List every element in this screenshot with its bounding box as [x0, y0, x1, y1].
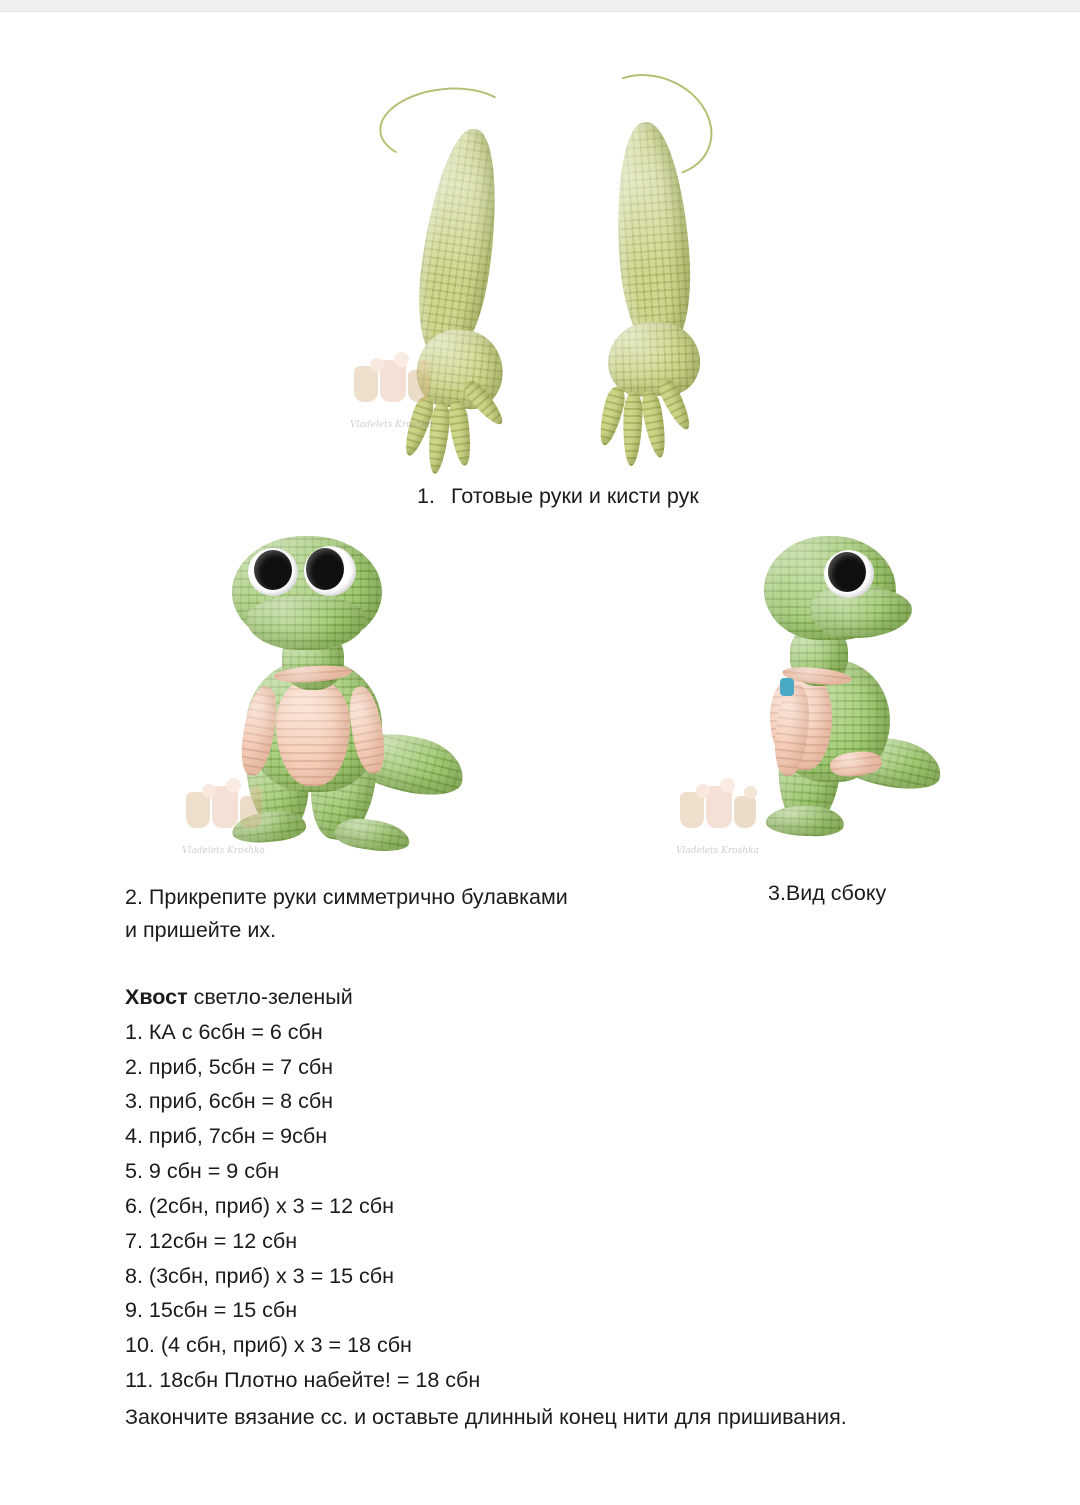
- arm-right-palm: [607, 320, 702, 397]
- watermark-text: Vladelets Kroshka: [182, 846, 265, 856]
- figure-doll-front-photo: [170, 520, 500, 856]
- doll-front-eye-left-pupil: [254, 550, 292, 590]
- figure-doll-side-photo: [660, 520, 990, 856]
- doll-front-belly: [276, 678, 350, 786]
- figure-1-caption-text: Готовые руки и кисти рук: [451, 484, 699, 508]
- yarn-thread-icon: [375, 81, 516, 169]
- tail-section-title-rest: светло-зеленый: [187, 985, 353, 1009]
- tail-row: 1. КА с 6сбн = 6 сбн: [125, 1019, 323, 1044]
- tail-row: 3. приб, 6сбн = 8 сбн: [125, 1089, 334, 1114]
- tail-final-note: Закончите вязание сс. и оставьте длинный конец нити для пришивания.: [125, 1404, 847, 1429]
- figure-2-caption: [125, 881, 645, 948]
- tail-section-title-bold: Хвост: [125, 985, 188, 1009]
- doll-front-foot-left: [231, 808, 308, 846]
- tail-row: 2. приб, 5сбн = 7 сбн: [125, 1054, 334, 1079]
- tail-row: 9. 15сбн = 15 сбн: [125, 1298, 298, 1323]
- figure-1-caption-number: 1.: [417, 484, 435, 508]
- figure-arms-photo: [330, 80, 760, 450]
- tail-row: 4. приб, 7сбн = 9сбн: [125, 1124, 328, 1149]
- tail-row: 10. (4 сбн, приб) х 3 = 18 сбн: [125, 1333, 412, 1358]
- arm-right-finger-2: [622, 392, 644, 467]
- doll-side-marker: [780, 678, 794, 696]
- tail-row: 5. 9 сбн = 9 сбн: [125, 1159, 280, 1184]
- doll-side-eye-pupil: [828, 552, 866, 592]
- watermark-text: Vladelets Kroshka: [350, 420, 433, 430]
- tail-row: 6. (2сбн, приб) х 3 = 12 сбн: [125, 1193, 394, 1218]
- page-top-strip: [0, 0, 1080, 12]
- tail-row: 8. (3сбн, приб) х 3 = 15 сбн: [125, 1263, 394, 1288]
- doll-front-eye-right-pupil: [306, 548, 344, 590]
- figure-3-caption: 3.Вид сбоку: [768, 881, 887, 905]
- figure-2-caption-line-1: 2. Прикрепите руки симметрично булавками: [125, 885, 568, 909]
- tail-row: 7. 12сбн = 12 сбн: [125, 1228, 298, 1253]
- figure-1-caption: [417, 484, 699, 509]
- tail-row: 11. 18сбн Плотно набейте! = 18 сбн: [125, 1368, 481, 1393]
- watermark-text: Vladelets Kroshka: [676, 846, 759, 856]
- doll-front-foot-right: [332, 815, 411, 855]
- doll-side-foot: [766, 805, 845, 838]
- figure-2-caption-line-2: и пришейте их.: [125, 918, 277, 943]
- tail-pattern-section: [125, 980, 985, 1435]
- doll-front-snout: [246, 596, 366, 650]
- tail-section-title: [125, 980, 985, 1015]
